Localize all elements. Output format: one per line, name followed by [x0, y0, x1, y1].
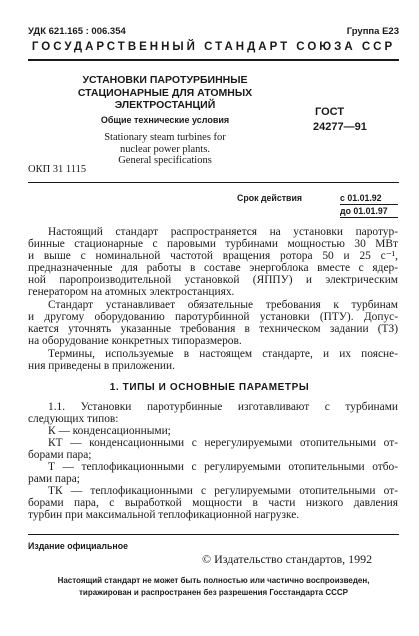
validity-underline: [340, 204, 398, 205]
paragraph-line: Настоящий стандарт распространяется на установки паротур-: [48, 226, 398, 238]
validity-underline-2: [340, 217, 398, 218]
paragraph-line: на оборудование конкретных типоразмеров.: [28, 335, 242, 347]
udk-code: УДК 621.165 : 006.354: [28, 26, 126, 37]
section-line: КТ — конденсационными с нерегулируемыми отопительными от-: [48, 437, 398, 449]
paragraph-line: бинные стационарные с паровыми турбинами мощностью 30 МВт: [28, 238, 398, 250]
paragraph-line: предназначенные для работы в составе энергоблока вместе с ядер-: [28, 262, 398, 274]
section-heading: 1. ТИПЫ И ОСНОВНЫЕ ПАРАМЕТРЫ: [109, 382, 310, 393]
gost-number: 24277—91: [313, 121, 367, 133]
reproduction-notice: Настоящий стандарт не может быть полностью или частично воспроизведен, тиражирован и распространен без разрешения Госстандарта СССР: [57, 576, 370, 597]
section-line: ТК — теплофикационными с регулируемыми отопительными от-: [48, 485, 398, 497]
header-divider: [28, 59, 399, 61]
copyright: © Издательство стандартов, 1992: [202, 552, 373, 566]
paragraph-line: кается уточнять указанные требования в техническом задании (ТЗ): [28, 323, 398, 335]
standard-title: ГОСУДАРСТВЕННЫЙ СТАНДАРТ СОЮЗА ССР: [31, 41, 396, 53]
paragraph-line: ной паропроизводительной установкой (ЯППУ) и электрическим: [28, 274, 398, 286]
okp-code: ОКП 31 1115: [28, 164, 87, 175]
paragraph-line: генератором на атомных электростанциях.: [28, 286, 235, 298]
section-line: борами пара;: [28, 449, 92, 461]
group-code: Группа Е23: [346, 26, 399, 37]
edition-label: Издание официальное: [28, 541, 128, 551]
paragraph-line: Термины, используемые в настоящем стандарте, и их поясне-: [48, 348, 398, 360]
section-line: К — конденсационными;: [48, 425, 171, 437]
title-ru: УСТАНОВКИ ПАРОТУРБИННЫЕ СТАЦИОНАРНЫЕ ДЛЯ АТОМНЫХ ЭЛЕКТРОСТАНЦИЙ: [77, 74, 253, 111]
paragraph-line: ния приведены в приложении.: [28, 360, 175, 372]
validity-to: до 01.01.97: [340, 206, 388, 216]
gost-label: ГОСТ: [315, 106, 345, 118]
section-line: Т — теплофикационными с регулируемыми отопительными отбо-: [48, 461, 398, 473]
section-line: борами пара, с выработкой мощности в части низкого давления: [28, 497, 398, 509]
title-divider: [28, 182, 399, 183]
subtitle-ru: Общие технические условия: [100, 115, 230, 125]
footer-divider: [28, 534, 399, 535]
paragraph-line: и выше с номинальной частотой вращения ротора 50 и 25 с⁻¹,: [28, 250, 398, 262]
validity-from: с 01.01.92: [340, 193, 382, 203]
section-line: рами пара;: [28, 473, 80, 485]
section-line: 1.1. Установки паротурбинные изготавливают с турбинами: [48, 401, 398, 413]
paragraph-line: и другому оборудованию паротурбинной установки (ПТУ). Допус-: [28, 311, 398, 323]
section-line: следующих типов:: [28, 413, 119, 425]
section-line: турбин при максимальной теплофикационной нагрузке.: [28, 509, 300, 521]
validity-label: Срок действия: [237, 193, 302, 203]
paragraph-line: Стандарт устанавливает обязательные требования к турбинам: [48, 299, 398, 311]
title-en: Stationary steam turbines for nuclear power plants. General specifications: [104, 132, 226, 166]
